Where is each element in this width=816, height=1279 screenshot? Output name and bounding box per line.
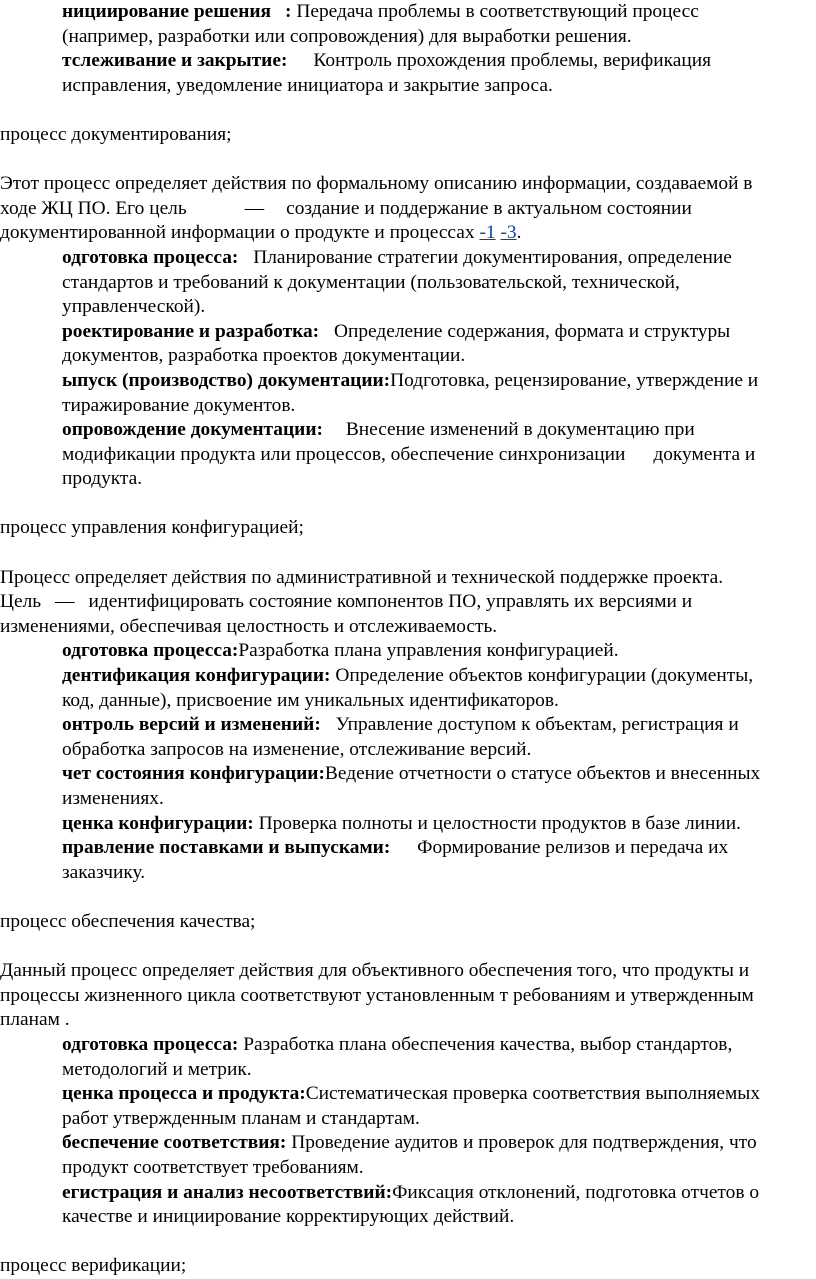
- reference-link[interactable]: -1: [479, 222, 496, 244]
- item-text: Подготовка, рецензирование, утверждение и: [390, 369, 759, 391]
- item-label: одготовка процесса:: [62, 1033, 239, 1055]
- item-text: заказчику.: [62, 861, 146, 883]
- item-text: Ведение отчетности о статусе объектов и внесенных: [324, 763, 761, 785]
- paragraph: процессы жизненного цикла соответствуют установленным т ребованиям и утвержденным: [0, 984, 754, 1006]
- section-heading: процесс верификации;: [0, 1255, 187, 1277]
- item-text: Контроль прохождения проблемы, верификация: [313, 50, 712, 72]
- item-colon: :: [285, 1, 292, 22]
- item-text: документа и: [653, 443, 756, 465]
- item-text: Систематическая проверка соответствия выполняемых: [305, 1083, 761, 1105]
- item-text: методологий и метрик.: [62, 1058, 252, 1080]
- item-text: стандартов и требований к документации (пользовательской, технической,: [62, 271, 680, 293]
- paragraph: [0, 590, 816, 615]
- em-dash: —: [244, 197, 265, 219]
- list-item: [62, 713, 816, 762]
- item-text: Планирование стратегии документирования, определение: [253, 246, 732, 268]
- item-label: опровождение документации:: [62, 419, 323, 441]
- item-label: ценка процесса и продукта:: [62, 1083, 306, 1105]
- item-text: (например, разработки или сопровождения) для выработки решения.: [62, 25, 632, 47]
- list-item: [62, 246, 816, 320]
- list-item: [62, 1131, 816, 1180]
- item-label: одготовка процесса:: [62, 246, 239, 268]
- item-text: обработка запросов на изменение, отслеживание версий.: [62, 738, 532, 760]
- item-text: управленческой).: [62, 296, 206, 318]
- section-heading: процесс документирования;: [0, 123, 232, 145]
- list-item: [62, 418, 816, 492]
- list-item: [62, 1181, 816, 1230]
- list-item: [62, 320, 816, 369]
- item-label: роектирование и разработка:: [62, 320, 320, 342]
- item-text: Проверка полноты и целостности продуктов в базе линии.: [258, 812, 742, 834]
- item-text: документов, разработка проектов документации.: [62, 345, 466, 367]
- paragraph: планам .: [0, 1009, 70, 1031]
- list-item: [62, 762, 816, 811]
- item-text: продукта.: [62, 468, 143, 490]
- item-text: модификации продукта или процессов, обеспечение синхронизации: [62, 443, 626, 465]
- item-text: Управление доступом к объектам, регистрация и: [335, 714, 739, 736]
- list-item-tracking-closure: [62, 49, 816, 98]
- item-label: нициирование решения: [62, 1, 272, 22]
- paragraph-text: ходе ЖЦ ПО. Его цель: [0, 197, 187, 219]
- list-item: [62, 1033, 816, 1082]
- section-heading: процесс обеспечения качества;: [0, 910, 256, 932]
- item-label: ыпуск (производство) документации:: [62, 369, 391, 391]
- em-dash: —: [55, 591, 75, 613]
- item-text: Разработка плана управления конфигурацией.: [238, 640, 619, 662]
- reference-link[interactable]: -3: [500, 222, 517, 244]
- item-text: продукт соответствует требованиям.: [62, 1156, 364, 1178]
- item-text: Разработка плана обеспечения качества, выбор стандартов,: [243, 1033, 733, 1055]
- item-label: правление поставками и выпусками:: [62, 837, 391, 859]
- list-item: [62, 836, 816, 885]
- list-item: [62, 369, 816, 418]
- item-label: онтроль версий и изменений:: [62, 714, 321, 736]
- paragraph-text: идентифицировать состояние компонентов ПО, управлять их версиями и: [88, 591, 693, 613]
- item-label: дентификация конфигурации:: [62, 665, 331, 687]
- paragraph: Этот процесс определяет действия по формальному описанию информации, создаваемой в: [0, 173, 753, 195]
- item-label: чет состояния конфигурации:: [62, 763, 325, 785]
- item-label: одготовка процесса:: [62, 640, 239, 662]
- item-text: Формирование релизов и передача их: [417, 837, 729, 859]
- item-text: Передача проблемы в соответствующий процесс: [296, 1, 699, 22]
- item-text: Определение объектов конфигурации (документы,: [335, 665, 754, 687]
- paragraph: изменениями, обеспечивая целостность и отслеживаемость.: [0, 615, 498, 637]
- paragraph: Данный процесс определяет действия для объективного обеспечения того, что продукты и: [0, 960, 750, 982]
- list-item: [62, 1082, 816, 1131]
- item-text: Внесение изменений в документацию при: [345, 419, 695, 441]
- item-text: качестве и инициирование корректирующих действий.: [62, 1206, 515, 1228]
- punctuation: .: [516, 222, 522, 244]
- item-text: код, данные), присвоение им уникальных идентификаторов.: [62, 689, 559, 711]
- item-text: Определение содержания, формата и структуры: [333, 320, 731, 342]
- item-text: Фиксация отклонений, подготовка отчетов о: [392, 1181, 760, 1203]
- paragraph-text: документированной информации о продукте и процессах: [0, 222, 475, 244]
- item-label: беспечение соответствия:: [62, 1132, 287, 1154]
- item-text: Проведение аудитов и проверок для подтверждения, что: [291, 1132, 757, 1154]
- list-item: [62, 664, 816, 713]
- item-label: егистрация и анализ несоответствий:: [62, 1181, 393, 1203]
- paragraph-text: создание и поддержание в актуальном состоянии: [286, 197, 692, 219]
- item-label: тслеживание и закрытие:: [62, 50, 288, 72]
- list-item: [62, 812, 816, 837]
- item-text: тиражирование документов.: [62, 394, 296, 416]
- paragraph: [0, 197, 816, 222]
- list-item-solution-initiation: [62, 0, 816, 49]
- section-heading: процесс управления конфигурацией;: [0, 517, 304, 539]
- paragraph: Процесс определяет действия по административной и технической поддержке проекта.: [0, 566, 724, 588]
- item-text-line: [62, 443, 816, 468]
- paragraph: [0, 221, 816, 246]
- item-text: изменениях.: [62, 788, 164, 809]
- item-label: ценка конфигурации:: [62, 812, 254, 834]
- item-text: работ утвержденным планам и стандартам.: [62, 1107, 420, 1129]
- list-item: [62, 639, 816, 664]
- item-text: исправления, уведомление инициатора и закрытие запроса.: [62, 74, 553, 96]
- paragraph-text: Цель: [0, 591, 42, 613]
